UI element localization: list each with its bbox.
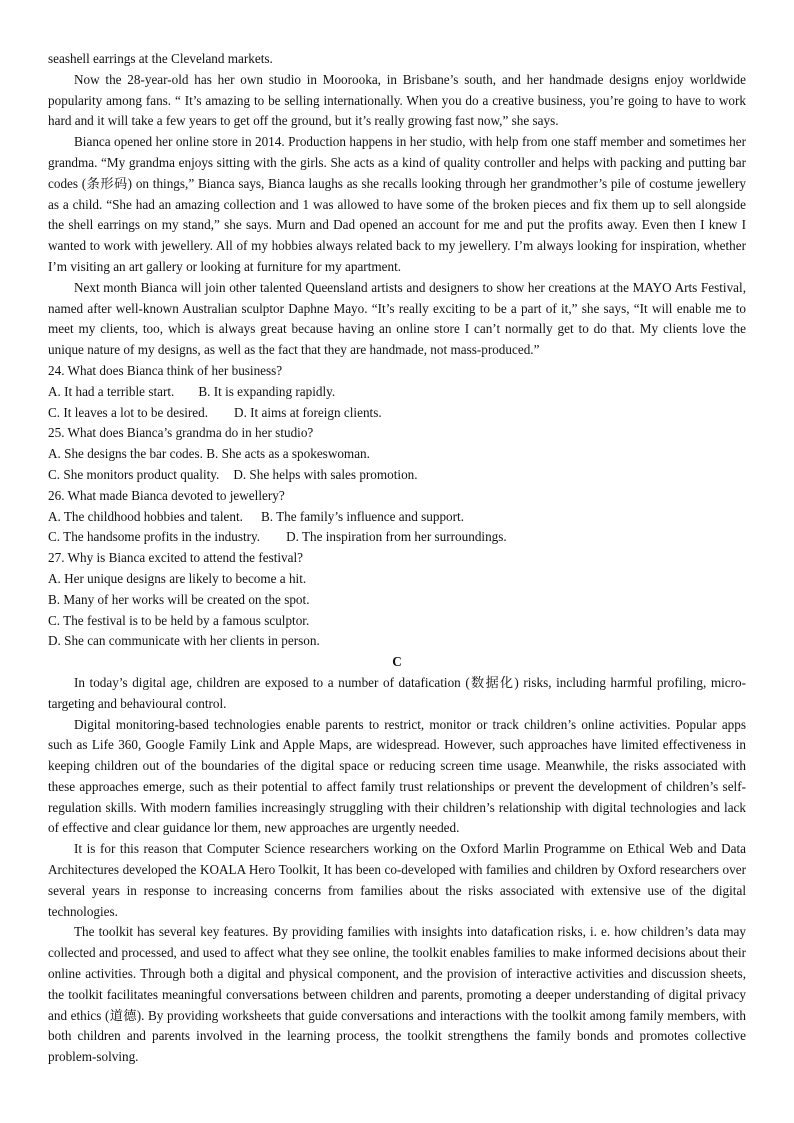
option-line <box>48 403 746 424</box>
option-line <box>48 382 746 403</box>
exam-page <box>48 49 746 1068</box>
question-24 <box>48 361 746 423</box>
passage-b-paragraph: Next month Bianca will join other talented Queensland artists and designers to show her creations at the MAYO Arts Festival, named after well-known Australian sculptor Daphne Mayo. “It’s really exciting to be a part of it,” she says, “It will enable me to meet my clients, too, which is always great because having an online store I can’t normally get to do that. My clients love the unique nature of my designs, as well as the fact that they are handmade, not mass-produced.” <box>48 279 746 358</box>
option-line <box>48 444 746 465</box>
option-line <box>48 465 746 486</box>
question-26 <box>48 486 746 548</box>
question-27 <box>48 548 746 652</box>
option: A. It had a terrible start. <box>48 383 175 399</box>
option: D. The inspiration from her surroundings. <box>286 529 507 545</box>
question-stem: 25. What does Bianca’s grandma do in her studio? <box>48 425 314 441</box>
option-line <box>48 507 746 528</box>
question-stem: 26. What made Bianca devoted to jewellery? <box>48 487 285 503</box>
question-stem: 24. What does Bianca think of her business? <box>48 362 283 378</box>
passage-c-paragraph: It is for this reason that Computer Science researchers working on the Oxford Marlin Programme on Ethical Web and Data Architectures developed the KOALA Hero Toolkit, It has been co-developed with families and children by Oxford researchers over several years in response to increasing concerns from families about the risks associated with extensive use of the digital technologies. <box>48 841 746 919</box>
option-line: D. She can communicate with her clients in person. <box>48 633 320 649</box>
option-line <box>48 527 746 548</box>
passage-c-paragraph: In today’s digital age, children are exposed to a number of datafication (数据化) risks, including harmful profiling, micro-targeting and behavioural control. <box>48 674 746 711</box>
question-stem: 27. Why is Bianca excited to attend the festival? <box>48 550 303 566</box>
option: C. The handsome profits in the industry. <box>48 529 261 545</box>
passage-c-paragraph: Digital monitoring-based technologies enable parents to restrict, monitor or track children’s online activities. Popular apps such as Life 360, Google Family Link and Apple Maps, are widespread. However, such approaches have limited effectiveness in keeping children out of the boundaries of the digital space or reducing screen time usage. Meanwhile, the risks associated with these approaches emerge, such as their potential to affect family trust relationships or prevent the development of children’s self-regulation skills. With modern families increasingly struggling with their children’s relationship with digital technologies and lack of effective and clear guidance lor them, new approaches are urgently needed. <box>48 716 746 836</box>
section-heading: C <box>392 654 402 670</box>
passage-b-paragraph: seashell earrings at the Cleveland markets. <box>48 51 273 66</box>
option-line: B. Many of her works will be created on the spot. <box>48 591 310 607</box>
option: B. The family’s influence and support. <box>260 508 464 524</box>
option: B. It is expanding rapidly. <box>198 383 336 399</box>
option-line: C. The festival is to be held by a famous sculptor. <box>48 612 310 628</box>
passage-b-paragraph: Now the 28-year-old has her own studio in Moorooka, in Brisbane’s south, and her handmade designs enjoy worldwide popularity among fans. “ It’s amazing to be selling internationally. When you do a creative business, you’re going to have to work hard and it will take a few years to get off the ground, but it’s really growing fast now,” she says. <box>48 71 746 129</box>
option-line: A. Her unique designs are likely to become a hit. <box>48 570 307 586</box>
option: A. The childhood hobbies and talent. <box>48 508 243 524</box>
option: D. She helps with sales promotion. <box>233 466 418 482</box>
option: C. She monitors product quality. <box>48 466 220 482</box>
option: D. It aims at foreign clients. <box>234 404 382 420</box>
option: A. She designs the bar codes. B. She acts as a spokeswoman. <box>48 446 370 462</box>
passage-c-paragraph: The toolkit has several key features. By providing families with insights into datafication risks, i. e. how children’s data may collected and processed, and used to affect what they see online, the toolkit enables families to make informed decisions about their online activities. Through both a digital and physical component, and the provision of interactive activities and discussion sheets, the toolkit facilitates meaningful conversations between children and parents, promoting a deeper understanding of digital privacy and ethics (道德). By providing worksheets that guide conversations and interactions with the toolkit among family members, with both children and parents involved in the learning process, the toolkit strengthens the family bonds and promotes collective problem-solving. <box>48 924 746 1065</box>
passage-b-paragraph: Bianca opened her online store in 2014. Production happens in her studio, with help from one staff member and sometimes her grandma. “My grandma enjoys sitting with the girls. She acts as a kind of quality controller and helps with packing and putting bar codes (条形码) on things,” Bianca says, Bianca laughs as she recalls looking through her grandmother’s pile of costume jewellery as a child. “She had an amazing collection and 1 was allowed to have some of the broken pieces and fix them up to sell alongside the shell earrings on my stand,” she says. Murn and Dad opened an account for me and put the profits away. Even then I knew I wanted to work with jewellery. All of my hobbies always related back to my jewellery. I’m always looking for inspiration, whether I’m visiting an art gallery or looking at furniture for my apartment. <box>48 134 746 274</box>
option: C. It leaves a lot to be desired. <box>48 404 209 420</box>
question-25 <box>48 423 746 485</box>
